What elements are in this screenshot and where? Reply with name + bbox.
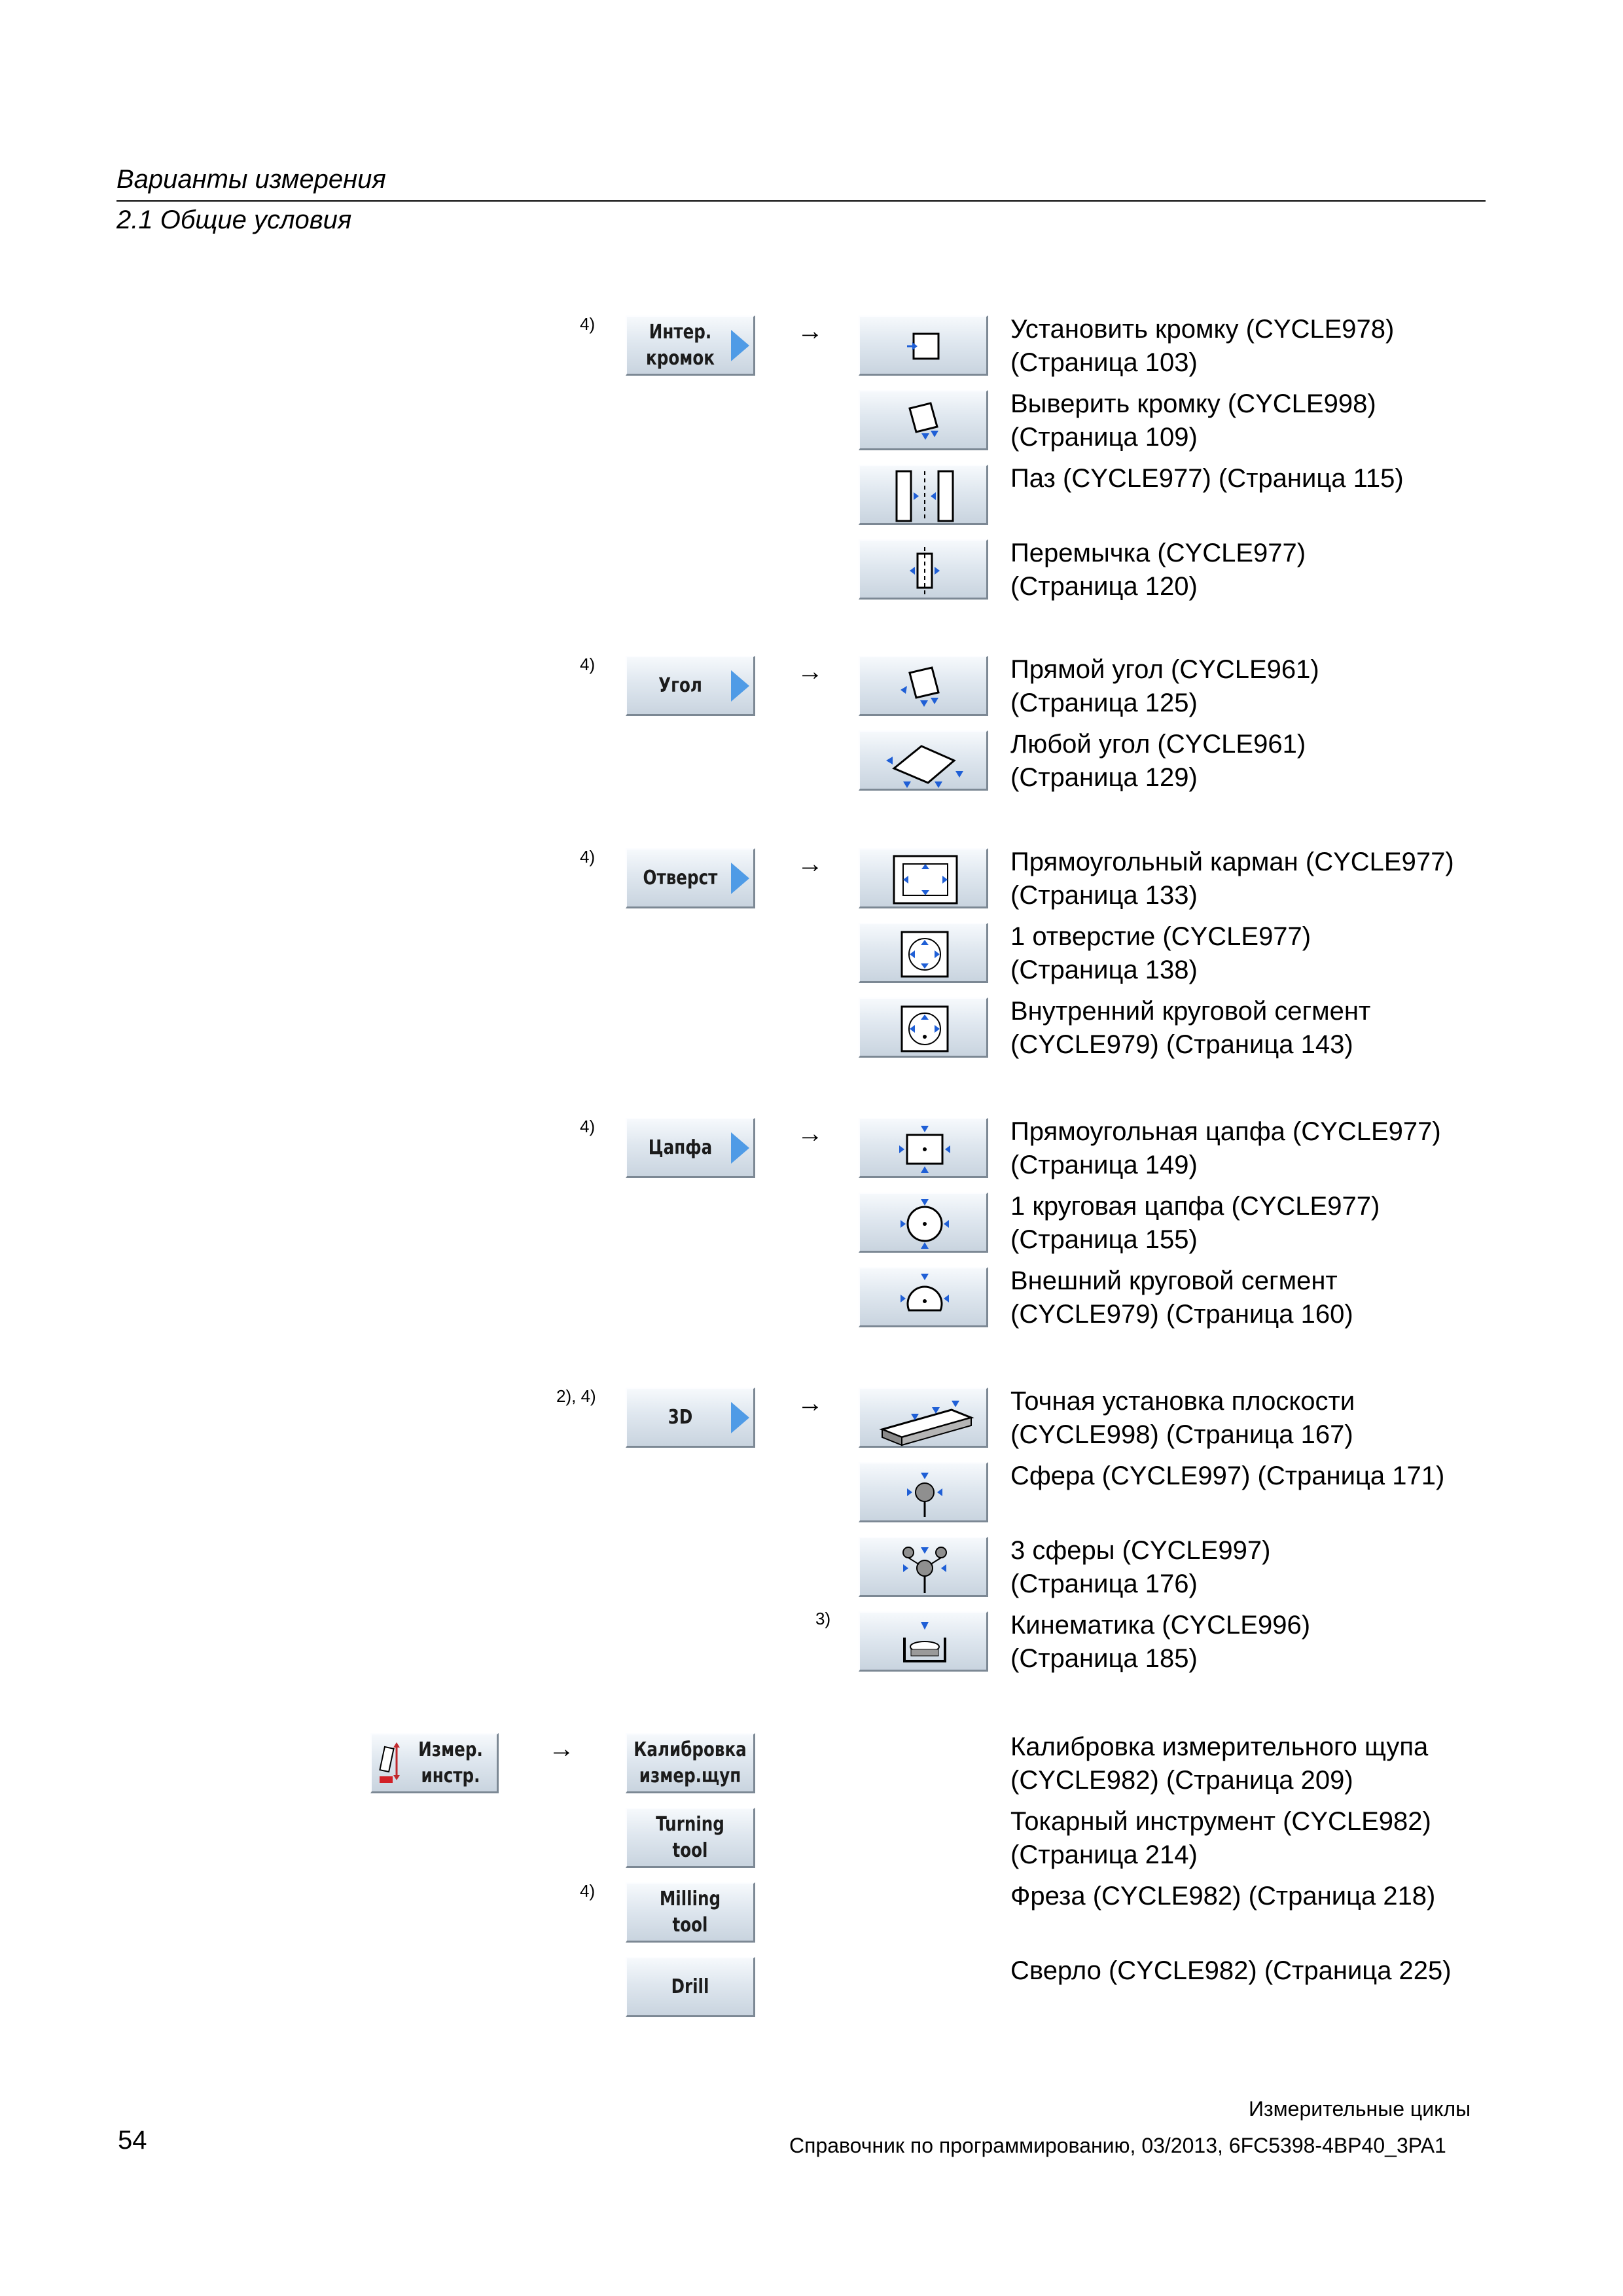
- rib-icon: [860, 541, 990, 601]
- edge-softkey[interactable]: [626, 315, 755, 376]
- rib-text: Перемычка (CYCLE977) (Страница 120): [1010, 539, 1306, 601]
- inner-circle-segment-text: Внутренний круговой сегмент (CYCLE979) (Страница 143): [1010, 997, 1371, 1059]
- menu-arrow-icon: [731, 330, 749, 361]
- softkey-label: Калибровка измер.щуп: [633, 1738, 747, 1787]
- align-edge-text: Выверить кромку (CYCLE998) (Страница 109): [1010, 389, 1376, 452]
- three-spheres-softkey[interactable]: [859, 1537, 988, 1597]
- rect-spigot-icon: [860, 1119, 990, 1179]
- kinematics-text: Кинематика (CYCLE996) (Страница 185): [1010, 1611, 1311, 1673]
- set-edge-text: Установить кромку (CYCLE978) (Страница 103): [1010, 315, 1395, 377]
- rect-pocket-text: Прямоугольный карман (CYCLE977) (Страница 133): [1010, 848, 1454, 910]
- flow-arrow: →: [797, 317, 823, 346]
- angle-softkey[interactable]: [626, 656, 755, 716]
- menu-arrow-icon: [731, 863, 749, 894]
- groove-softkey[interactable]: [859, 465, 988, 525]
- sphere-softkey[interactable]: [859, 1462, 988, 1522]
- one-hole-icon: [860, 924, 990, 984]
- groove-text: Паз (CYCLE977) (Страница 115): [1010, 464, 1404, 493]
- drill-text: Сверло (CYCLE982) (Страница 225): [1010, 1956, 1452, 1985]
- outer-circle-segment-icon: [860, 1268, 990, 1329]
- softkey-label: 3D: [668, 1405, 693, 1429]
- menu-arrow-icon: [731, 670, 749, 702]
- circular-spigot-softkey[interactable]: [859, 1193, 988, 1253]
- rect-spigot-text: Прямоугольная цапфа (CYCLE977) (Страница 149): [1010, 1117, 1441, 1179]
- tool-probe-icon: [377, 1734, 411, 1792]
- footnote-marker: 4): [580, 655, 596, 674]
- turning-tool-softkey[interactable]: [626, 1808, 755, 1868]
- chapter-title: Варианты измерения: [116, 165, 386, 194]
- 3d-softkey[interactable]: [626, 1388, 755, 1448]
- any-angle-text: Любой угол (CYCLE961) (Страница 129): [1010, 730, 1306, 792]
- set-edge-softkey[interactable]: [859, 315, 988, 376]
- rect-pocket-softkey[interactable]: [859, 848, 988, 908]
- measure-tool-softkey[interactable]: [370, 1733, 499, 1793]
- flow-arrow: →: [797, 850, 823, 878]
- outer-circle-segment-softkey[interactable]: [859, 1267, 988, 1327]
- section-title: 2.1 Общие условия: [116, 206, 352, 234]
- rib-softkey[interactable]: [859, 539, 988, 600]
- align-edge-softkey[interactable]: [859, 390, 988, 450]
- page-number: 54: [118, 2126, 147, 2155]
- align-edge-icon: [860, 391, 990, 452]
- softkey-label: Milling tool: [659, 1887, 721, 1937]
- plane-alignment-text: Точная установка плоскости (CYCLE998) (Страница 167): [1010, 1387, 1355, 1449]
- footnote-marker: 4): [580, 1881, 596, 1901]
- rect-spigot-softkey[interactable]: [859, 1118, 988, 1178]
- three-spheres-icon: [860, 1538, 990, 1598]
- softkey-label: Отверст: [643, 866, 718, 889]
- drill-softkey[interactable]: [626, 1957, 755, 2017]
- milling-tool-text: Фреза (CYCLE982) (Страница 218): [1010, 1882, 1436, 1910]
- circular-spigot-text: 1 круговая цапфа (CYCLE977) (Страница 155): [1010, 1192, 1380, 1254]
- manual-title: Измерительные циклы: [1249, 2097, 1471, 2121]
- right-angle-text: Прямой угол (CYCLE961) (Страница 125): [1010, 655, 1319, 717]
- kinematics-icon: [860, 1613, 990, 1673]
- rect-pocket-icon: [860, 850, 990, 910]
- softkey-label: Интер. кромок: [646, 320, 715, 370]
- softkey-label: Drill: [671, 1975, 709, 1998]
- turning-tool-text: Токарный инструмент (CYCLE982) (Страница 214): [1010, 1807, 1431, 1869]
- softkey-label: Turning tool: [656, 1812, 724, 1862]
- any-angle-softkey[interactable]: [859, 730, 988, 791]
- sphere-icon: [860, 1463, 990, 1524]
- flow-arrow: →: [797, 1119, 823, 1148]
- spigot-softkey[interactable]: [626, 1118, 755, 1178]
- any-angle-icon: [860, 732, 990, 792]
- sphere-text: Сфера (CYCLE997) (Страница 171): [1010, 1462, 1445, 1490]
- kinematics-softkey[interactable]: [859, 1611, 988, 1672]
- set-edge-icon: [860, 317, 990, 377]
- circular-spigot-icon: [860, 1194, 990, 1254]
- header-rule: [116, 200, 1486, 202]
- flow-arrow: →: [797, 1389, 823, 1418]
- manual-info: Справочник по программированию, 03/2013, 6FC5398-4BP40_3PA1: [789, 2134, 1446, 2157]
- footnote-marker: 3): [815, 1609, 831, 1628]
- footnote-marker: 4): [580, 314, 596, 334]
- hole-softkey[interactable]: [626, 848, 755, 908]
- calibrate-probe-softkey[interactable]: [626, 1733, 755, 1793]
- three-spheres-text: 3 сферы (CYCLE997) (Страница 176): [1010, 1536, 1271, 1598]
- footnote-marker: 2), 4): [556, 1386, 596, 1406]
- menu-arrow-icon: [731, 1402, 749, 1433]
- flow-arrow: →: [797, 657, 823, 686]
- right-angle-icon: [860, 657, 990, 717]
- softkey-label: Цапфа: [648, 1136, 713, 1159]
- inner-circle-segment-softkey[interactable]: [859, 997, 988, 1058]
- plane-alignment-softkey[interactable]: [859, 1388, 988, 1448]
- calibrate-probe-text: Калибровка измерительного щупа (CYCLE982) (Страница 209): [1010, 1732, 1429, 1795]
- footnote-marker: 4): [580, 1117, 596, 1136]
- one-hole-softkey[interactable]: [859, 923, 988, 983]
- right-angle-softkey[interactable]: [859, 656, 988, 716]
- one-hole-text: 1 отверстие (CYCLE977) (Страница 138): [1010, 922, 1311, 984]
- milling-tool-softkey[interactable]: [626, 1882, 755, 1943]
- footnote-marker: 4): [580, 847, 596, 867]
- groove-icon: [860, 466, 990, 526]
- plane-alignment-icon: [860, 1389, 990, 1449]
- inner-circle-segment-icon: [860, 999, 990, 1059]
- softkey-label: Измер. инстр.: [418, 1738, 483, 1787]
- flow-arrow: →: [548, 1734, 575, 1763]
- menu-arrow-icon: [731, 1132, 749, 1164]
- outer-circle-segment-text: Внешний круговой сегмент (CYCLE979) (Страница 160): [1010, 1266, 1353, 1329]
- softkey-label: Угол: [658, 673, 702, 697]
